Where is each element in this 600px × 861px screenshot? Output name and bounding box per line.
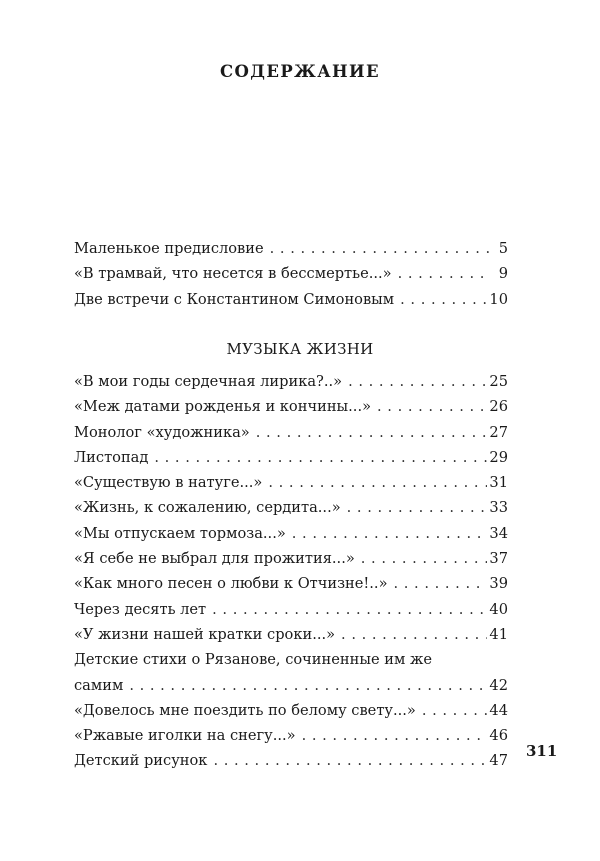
- dot-leader: [302, 723, 488, 748]
- toc-entry[interactable]: [74, 723, 508, 748]
- dot-leader: [398, 261, 490, 286]
- toc-entry-title: «Меж датами рожденья и кончины...»: [74, 398, 372, 416]
- toc-entry-page: 26: [489, 398, 508, 416]
- dot-leader: [400, 287, 487, 312]
- toc-entry-title: «В мои годы сердечная лирика?..»: [74, 373, 343, 390]
- dot-leader: [256, 420, 488, 445]
- toc-entry[interactable]: [74, 420, 508, 445]
- toc-entry[interactable]: [74, 445, 508, 470]
- toc-entry[interactable]: [74, 546, 508, 571]
- toc-entry-title: «Я себе не выбрал для прожития...»: [74, 550, 355, 568]
- toc-entry[interactable]: [74, 597, 508, 622]
- toc-entry-page: 41: [489, 625, 508, 643]
- dot-leader: [268, 470, 487, 495]
- toc-entry-title: «У жизни нашей кратки сроки...»: [74, 625, 336, 643]
- toc-entry-title: Монолог «художника»: [74, 423, 250, 441]
- toc-entry-title: «Как много песен о любви к Отчизне!..»: [74, 575, 388, 593]
- toc-entry[interactable]: [74, 394, 508, 419]
- toc-entry-page: 31: [489, 474, 508, 492]
- toc-entry[interactable]: [74, 236, 508, 261]
- toc-entry[interactable]: [74, 748, 508, 773]
- dot-leader: [213, 748, 487, 773]
- toc-entry-page: 44: [489, 701, 508, 719]
- toc-entry[interactable]: [74, 369, 508, 394]
- toc-entry-title: Детский рисунок: [74, 752, 208, 770]
- toc-entry-page: 5: [498, 240, 508, 257]
- toc-entry-title: «Существую в натуге...»: [74, 474, 263, 492]
- toc-entry-title: «В трамвай, что несется в бессмертье...»: [74, 265, 392, 283]
- dot-leader: [394, 571, 488, 596]
- toc-entry[interactable]: [74, 698, 508, 723]
- dot-leader: [347, 495, 488, 520]
- dot-leader: [341, 622, 487, 647]
- toc-entry-page: 42: [489, 676, 508, 694]
- toc-entry[interactable]: [74, 495, 508, 520]
- dot-leader: [377, 394, 487, 419]
- toc-entry-page: 27: [489, 423, 508, 441]
- toc-entry-page: 33: [489, 499, 508, 517]
- toc-entry-page: 37: [489, 550, 508, 568]
- toc-entry-title: Через десять лет: [74, 600, 207, 618]
- toc-entry-page: 25: [489, 373, 508, 390]
- toc-entry-page: 29: [489, 448, 508, 466]
- page-title: СОДЕРЖАНИЕ: [219, 62, 380, 81]
- dot-leader: [348, 369, 487, 394]
- dot-leader: [270, 236, 490, 261]
- toc-entry-title: «Ржавые иголки на снегу...»: [74, 727, 296, 745]
- toc-entry-title-line1: Детские стихи о Рязанове, сочиненные им же: [74, 651, 433, 669]
- section-heading: МУЗЫКА ЖИЗНИ: [226, 340, 374, 358]
- toc-entry-title-line2: самим: [74, 676, 124, 694]
- toc-entry[interactable]: [74, 287, 508, 312]
- toc-section-list: [74, 369, 508, 774]
- dot-leader: [422, 698, 488, 723]
- toc-entry-title: «Жизнь, к сожалению, сердита...»: [74, 499, 341, 517]
- toc-entry-page: 34: [489, 524, 508, 542]
- toc-intro: [74, 236, 508, 312]
- toc-entry-title: Листопад: [74, 448, 149, 466]
- toc-entry[interactable]: [74, 261, 508, 286]
- dot-leader: [212, 597, 487, 622]
- toc-entry-title: Две встречи с Константином Симоновым: [74, 290, 395, 308]
- page-number: 311: [526, 742, 558, 760]
- dot-leader: [154, 445, 487, 470]
- dot-leader: [129, 673, 487, 698]
- toc-entry-page: 9: [498, 265, 508, 283]
- toc-entry-page: 10: [489, 290, 508, 308]
- toc-entry-page: 40: [489, 600, 508, 618]
- toc-entry-page: 39: [489, 575, 508, 593]
- toc-entry-page: 47: [489, 752, 508, 770]
- toc-entry-page: 46: [489, 727, 508, 745]
- toc-entry[interactable]: [74, 571, 508, 596]
- toc-entry[interactable]: [74, 470, 508, 495]
- toc-entry-title: Маленькое предисловие: [74, 240, 264, 257]
- dot-leader: [361, 546, 488, 571]
- toc-entry-last-line: [74, 673, 508, 698]
- toc-entry[interactable]: [74, 521, 508, 546]
- toc-entry[interactable]: [74, 622, 508, 647]
- toc-entry-multiline[interactable]: [74, 647, 508, 698]
- dot-leader: [292, 521, 488, 546]
- toc-entry-title: «Мы отпускаем тормоза...»: [74, 524, 286, 542]
- toc-entry-title: «Довелось мне поездить по белому свету...»: [74, 701, 416, 719]
